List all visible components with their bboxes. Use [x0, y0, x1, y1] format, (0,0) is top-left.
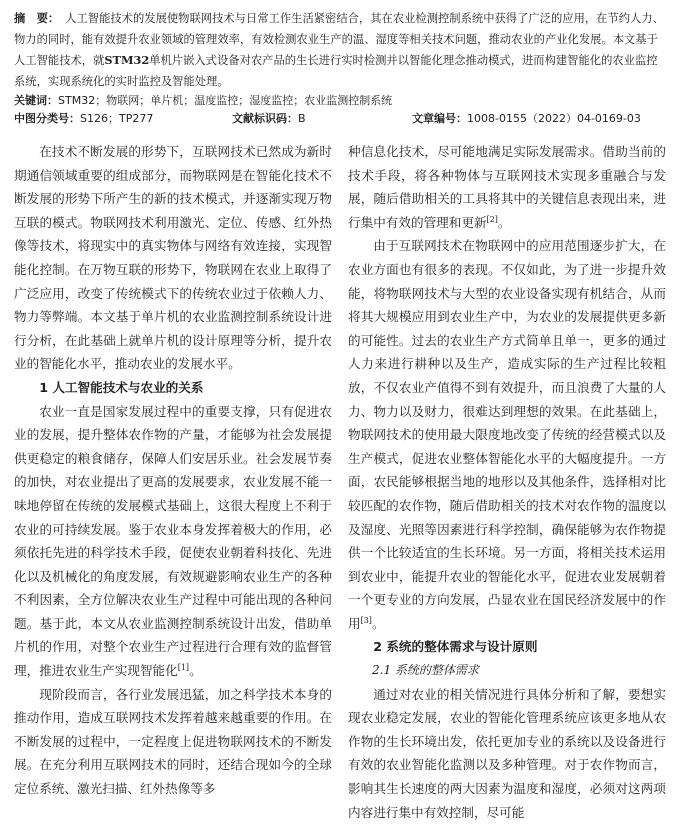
abstract-text-a: 人工智能技术的发展使物联网技术与日常工作生活紧密结合，其在农业检测控制系统中获得了广泛的应用，在节约人力、物力的同时，能有效提升农业领域的管理效率，有效检测农业生产的温、湿度等相关技术问题，推动农业的产业化发展。本文基于人工智能技术，就 — [14, 12, 664, 67]
article-field — [412, 110, 641, 128]
right-column — [348, 140, 666, 824]
continued-paragraph-end: 。 — [497, 214, 511, 230]
section-1-paragraph-1-end: 。 — [189, 663, 202, 679]
section-1-paragraph-3-end: 。 — [371, 615, 385, 631]
clc-label: 中图分类号： — [14, 112, 80, 125]
section-1-paragraph-2: 现阶段而言，各行业发展迅猛，加之科学技术本身的推动作用，造成互联网技术发挥着越来越重要的作用。在不断发展的过程中，一定程度上促进物联网技术的不断发展。在充分利用互联网技术的同时，还结合现如今的全球定位系统、激光扫描、红外热像等多 — [14, 686, 332, 797]
doc-value: B — [298, 112, 306, 125]
abstract-text-b: STM32 — [104, 53, 150, 67]
citation-1: [1] — [177, 662, 190, 672]
left-column — [14, 140, 332, 801]
abstract — [14, 8, 666, 92]
doc-field — [232, 110, 306, 128]
abstract-text-c: 单机片嵌入式设备对农产品的生长进行实时检测并以智能化理念推动模式，进而构建智能化的农业监控系统，实现系统化的实时监控及智能处理。 — [14, 54, 658, 88]
abstract-paragraph — [14, 8, 666, 92]
section-1-heading: 1 人工智能技术与农业的关系 — [39, 379, 204, 395]
continued-paragraph — [348, 140, 666, 234]
article-label: 文章编号： — [412, 112, 467, 125]
section-1-paragraph-3-text: 由于互联网技术在物联网中的应用范围逐步扩大，在农业方面也有很多的表现。不仅如此，为了进一步提升效能，将物联网技术与大型的农业设备实现有机结合，从而将其大规模应用到农业生产中，为农业的发展提供更多新的可能性。过去的农业生产方式简单且单一，更多的通过人力来进行耕种以及生产，造成实际的生产过程比较粗放，不仅农业产值得不到有效提升，而且浪费了大量的人力、物力以及财力，很难达到理想的效果。在此基础上，物联网技术的使用最大限度地改变了传统的经营模式以及生产模式，促进农业整体智能化水平的大幅度提升。一方面，农民能够根据当地的地形以及其他条件，选择相对比较匹配的农作物，随后借助相关的技术对农作物的温度以及湿度、光照等因素进行科学控制，确保能够为农作物提供一个比较适宜的生长环境。另一方面，将相关技术运用到农业中，能提升农业的智能化水平，促进农业发展朝着一个更专业的方向发展，凸显农业在国民经济发展中的作用 — [348, 238, 666, 631]
keywords-label: 关键词： — [14, 94, 58, 107]
citation-3: [3] — [360, 615, 372, 625]
intro-paragraph: 在技术不断发展的形势下，互联网技术已然成为新时期通信领域重要的组成部分，而物联网是在智能化技术不断发展的形势下所产生的新的技术模式，并逐渐实现万物互联的模式。物联网技术利用激光、定位、传感、红外热像等技术，将现实中的真实物体与网络有效连接，实现智能化控制。在万物互联的形势下，物联网在农业上取得了广泛应用，改变了传统模式下的传统农业过于依赖人力、物力等弊端。本文基于单片机的农业监测控制系统设计进行分析，在此基础上就单片机的设计原理等分析，提升农业的智能化水平，推动农业的发展水平。 — [14, 144, 332, 372]
clc-value: S126；TP277 — [80, 112, 154, 125]
section-1-paragraph-1 — [14, 400, 332, 683]
abstract-label: 摘 要： — [14, 12, 60, 25]
section-2-1-paragraph: 通过对农业的相关情况进行具体分析和了解，要想实现农业稳定发展，农业的智能化管理系统应该更多地从农作物的生长环境出发，依托更加专业的系统以及设备进行有效的农业智能化监测以及多种管理。对于农作物而言，影响其生长速度的两大因素为温度和湿度，必须对这两项内容进行集中有效控制，尽可能 — [348, 686, 666, 820]
citation-2: [2] — [486, 214, 498, 224]
section-2-heading: 2 系统的整体需求与设计原则 — [373, 639, 538, 655]
keywords-text: STM32；物联网；单片机；温度监控；湿度监控；农业监测控制系统 — [58, 94, 393, 107]
clc-field — [14, 110, 153, 128]
continued-paragraph-text: 种信息化技术，尽可能地满足实际发展需求。借助当前的技术手段，将各种物体与互联网技术实现多重融合与发展，随后借助相关的工具将其中的关键信息表现出来，进行集中有效的管理和更新 — [348, 144, 666, 230]
section-1-paragraph-3 — [348, 234, 666, 635]
keywords-row — [14, 92, 666, 110]
section-2-1-heading: 2.1 系统的整体需求 — [372, 663, 479, 678]
article-value: 1008-0155（2022）04-0169-03 — [467, 112, 641, 125]
doc-label: 文献标识码： — [232, 112, 298, 125]
section-1-paragraph-1-text: 农业一直是国家发展过程中的重要支撑，只有促进农业的发展，提升整体农作物的产量，才能够为社会发展提供更稳定的粮食储存，保障人们安居乐业。社会发展节奏的加快，对农业提出了更高的发展要求，农业发展不能一味地停留在传统的发展模式基础上，这很大程度上不利于农业的可持续发展。鉴于农业本身发挥着极大的作用，必须依托先进的科学技术手段，促使农业朝着科技化、先进化以及机械化的角度发展，有效规避影响农业生产的各种不利因素，全方位解决农业生产过程中可能出现的各种问题。基于此，本文从农业监测控制系统设计出发，借助单片机的作用，对整个农业生产过程进行合理有效的监督管理，推进农业生产实现智能化 — [14, 403, 332, 679]
